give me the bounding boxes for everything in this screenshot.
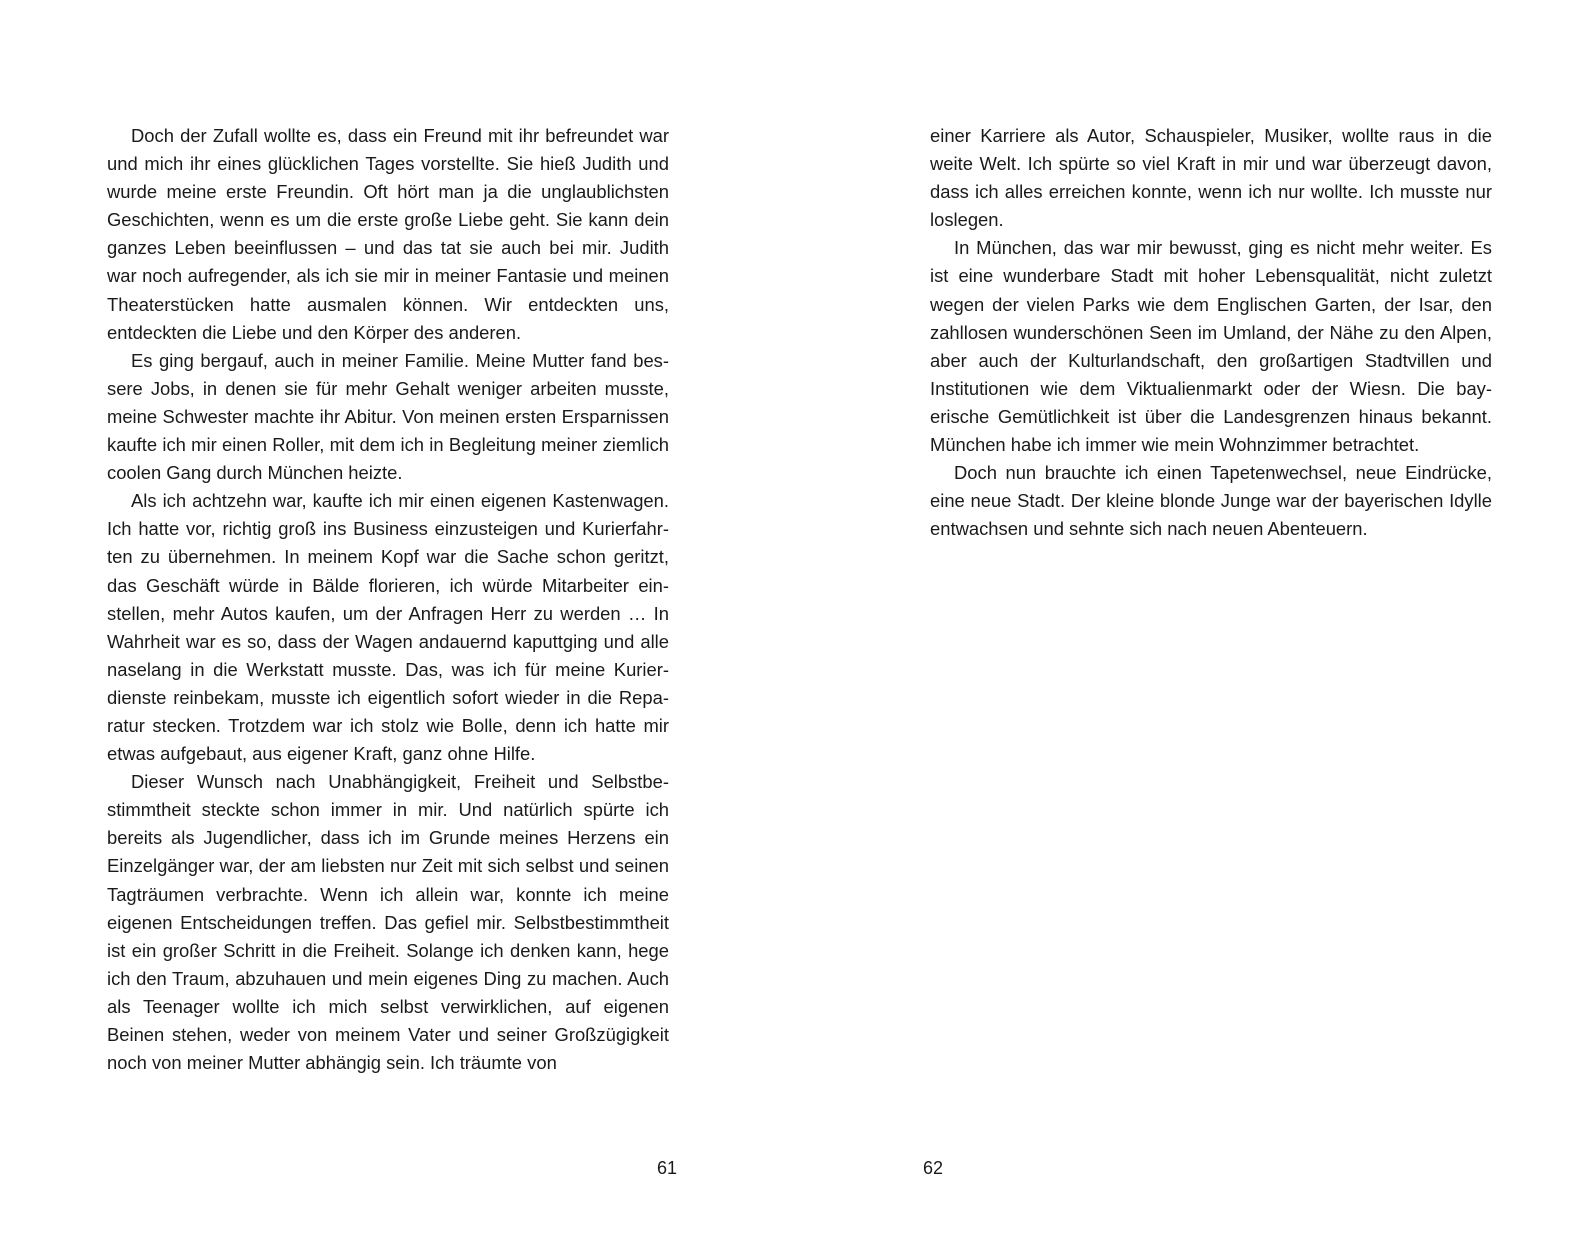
right-page-body: [930, 122, 1492, 543]
left-page-body: [107, 122, 669, 1077]
right-page: [797, 0, 1594, 1240]
paragraph: In München, das war mir bewusst, ging es nicht mehr weiter. Es ist eine wunderbare Stadt mit hoher Lebensqualität, nicht zuletzt wegen der vielen Parks wie dem Englischen Garten, der Isar, den zahllosen wunderschönen Seen im Umland, der Nähe zu den Alpen, aber auch der Kulturlandschaft, den großartigen Stadtvillen und Institutionen wie dem Viktualienmarkt oder der Wiesn. Die bayerische Gemütlichkeit ist über die Landesgrenzen hinaus bekannt. München habe ich immer wie mein Wohnzimmer betrachtet.: [930, 237, 1492, 456]
paragraph: einer Karriere als Autor, Schauspieler, Musiker, wollte raus in die weite Welt. Ich spürte so viel Kraft in mir und war überzeugt davon, dass ich alles erreichen konnte, wenn ich nur wollte. Ich musste nur loslegen.: [930, 125, 1492, 231]
paragraph: Doch der Zufall wollte es, dass ein Freund mit ihr befreundet war und mich ihr eines glücklichen Tages vorstellte. Sie hieß Judith und wurde meine erste Freundin. Oft hört man ja die unglaublichsten Geschichten, wenn es um die erste große Liebe geht. Sie kann dein ganzes Leben beeinflussen – und das tat sie auch bei mir. Judith war noch aufregender, als ich sie mir in meiner Fantasie und meinen Theaterstücken hatte ausmalen können. Wir entdeckten uns, entdeckten die Liebe und den Körper des anderen.: [107, 125, 669, 343]
page-number: 61: [657, 1158, 678, 1178]
paragraph: Doch nun brauchte ich einen Tapetenwechsel, neue Eindrücke, eine neue Stadt. Der kleine blonde Junge war der bayerischen Idylle entwachsen und sehnte sich nach neuen Abenteuern.: [930, 462, 1492, 540]
paragraph: Es ging bergauf, auch in meiner Familie. Meine Mutter fand bessere Jobs, in denen sie für mehr Gehalt weniger arbeiten musste, meine Schwester machte ihr Abitur. Von meinen ersten Ersparnissen kaufte ich mir einen Roller, mit dem ich in Begleitung meiner ziemlich coolen Gang durch München heizte.: [107, 349, 669, 484]
paragraph: Als ich achtzehn war, kaufte ich mir einen eigenen Kastenwagen. Ich hatte vor, richtig groß ins Business einzusteigen und Kurierfahrten zu übernehmen. In meinem Kopf war die Sache schon geritzt, das Geschäft würde in Bälde florieren, ich würde Mitarbeiter einstellen, mehr Autos kaufen, um der Anfragen Herr zu werden … In Wahrheit war es so, dass der Wagen andauernd kaputtging und alle naselang in die Werkstatt musste. Das, was ich für meine Kurierdienste reinbekam, musste ich eigentlich sofort wieder in die Reparatur stecken. Trotzdem war ich stolz wie Bolle, denn ich hatte mir etwas aufgebaut, aus eigener Kraft, ganz ohne Hilfe.: [107, 490, 669, 765]
paragraph: Dieser Wunsch nach Unabhängigkeit, Freiheit und Selbstbestimmtheit steckte schon immer in mir. Und natürlich spürte ich bereits als Jugendlicher, dass ich im Grunde meines Herzens ein Einzelgänger war, der am liebsten nur Zeit mit sich selbst und seinen Tagträumen verbrachte. Wenn ich allein war, konnte ich meine eigenen Entscheidungen treffen. Das gefiel mir. Selbstbestimmtheit ist ein großer Schritt in die Freiheit. Solange ich denken kann, hege ich den Traum, abzuhauen und mein eigenes Ding zu machen. Auch als Teenager wollte ich mich selbst verwirklichen, auf eigenen Beinen stehen, weder von meinem Vater und seiner Großzügigkeit noch von meiner Mutter abhängig sein. Ich träumte von: [107, 771, 669, 1074]
page-number: 62: [923, 1158, 944, 1178]
